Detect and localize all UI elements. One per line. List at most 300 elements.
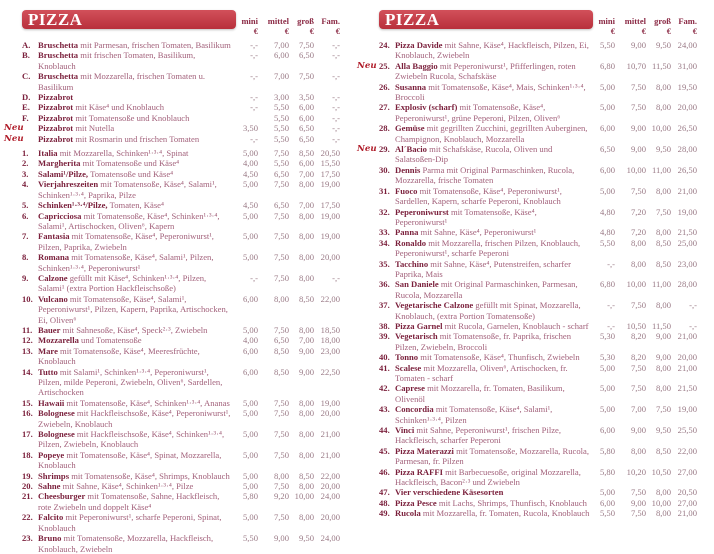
item-text (38, 491, 234, 512)
price-header-label: mittel (624, 16, 646, 26)
item-name: Al´Bacio (395, 144, 427, 155)
price-header-family (671, 17, 697, 36)
price-header-label: groß (297, 16, 314, 26)
item-name: Fuoco (395, 185, 418, 196)
menu-item (357, 498, 714, 508)
item-number: B. (22, 50, 30, 61)
item-description: mit Tomatensoße, Käse⁴, Peperoniwurst¹ (395, 206, 537, 227)
price-header-mittel (615, 17, 646, 36)
price-family: 21,00 (677, 185, 697, 196)
menu-item (0, 408, 357, 429)
item-description: mit Mozzarella, fr. Tomaten, Rucola, Knoblauch (420, 508, 590, 519)
menu-item (357, 227, 714, 237)
menu-item (0, 92, 357, 102)
item-name: Salami¹/Pilze, (38, 168, 89, 179)
price-mittel: 8,00 (273, 470, 289, 481)
price-family: -,- (689, 320, 697, 331)
item-name: Vierjahreszeiten (38, 179, 99, 190)
price-mittel: 6,50 (273, 168, 289, 179)
item-name: Alla Baggio (395, 60, 438, 71)
item-number: 26. (379, 81, 390, 92)
price-gross: 8,00 (655, 185, 671, 196)
menu-column-right (357, 0, 714, 519)
price-mittel: 8,50 (273, 345, 289, 356)
price-family: 19,00 (320, 397, 340, 408)
item-text (395, 227, 591, 237)
item-description: mit Tomatensoße, Mozzarella, Hackfleisch, Knoblauch, Zwiebeln (38, 533, 214, 554)
price-mittel: 7,00 (630, 404, 646, 415)
item-text (38, 471, 234, 481)
item-text (38, 102, 234, 112)
item-description: mit Tomatensoße, Käse⁴, Schinken¹·³·⁴, Salami¹, Artischocken, Oliven⁶, Kapern (38, 210, 220, 231)
item-name: Pizzabrot (38, 123, 74, 134)
section-title-bar (22, 10, 236, 29)
item-number: 16. (22, 408, 33, 419)
price-mini: -,- (250, 71, 258, 82)
price-gross: 9,00 (655, 331, 671, 342)
item-description: mit Rucola, Garnelen, Knoblauch - scharf (442, 320, 589, 331)
price-mini: 5,00 (242, 324, 258, 335)
menu-item (0, 294, 357, 325)
price-family: 17,50 (320, 200, 340, 211)
price-mittel: 5,50 (273, 123, 289, 134)
item-number: 42. (379, 383, 390, 394)
item-number: 41. (379, 362, 390, 373)
item-description: mit Mozzarella, frischen Pilzen, Knoblauch, Peperoniwurst¹, scharfe Peperoni (395, 237, 581, 259)
item-description: mit Rosmarin und frischen Tomaten (73, 133, 200, 144)
item-text (38, 294, 234, 325)
menu-item (0, 158, 357, 168)
price-gross: 9,00 (655, 352, 671, 363)
price-mittel: 8,00 (273, 293, 289, 304)
price-family: 20,50 (320, 148, 340, 159)
item-name: Panna (395, 227, 419, 238)
price-mini: 6,00 (242, 293, 258, 304)
price-mini: 5,00 (242, 179, 258, 190)
price-family: 27,00 (677, 466, 697, 477)
item-description: mit Mozzarella, Oliven⁶, Artischocken, fr. Tomaten - scharf (395, 362, 568, 383)
price-mini: 6,00 (599, 164, 615, 175)
price-mittel: 7,50 (630, 383, 646, 394)
price-mittel: 5,50 (273, 112, 289, 123)
price-family: 21,00 (677, 362, 697, 373)
price-family: 19,00 (320, 210, 340, 221)
price-mini: 5,00 (599, 404, 615, 415)
price-mini: 5,00 (242, 470, 258, 481)
menu-item (357, 238, 714, 259)
price-header-label: groß (654, 16, 671, 26)
item-description: mit Tomatensoße, Sahne, Hackfleisch, rote Zwiebeln und doppelt Käse⁴ (38, 491, 220, 512)
price-mittel: 7,50 (273, 429, 289, 440)
menu-item (0, 148, 357, 158)
menu-item (357, 487, 714, 497)
menu-item (0, 450, 357, 471)
price-mini: 5,80 (599, 466, 615, 477)
price-mittel: 8,50 (273, 366, 289, 377)
item-description: mit Sahnesoße, Käse⁴, Speck²·³, Zwiebeln (60, 324, 208, 335)
price-family: 19,00 (320, 231, 340, 242)
price-mittel: 9,00 (273, 533, 289, 544)
item-description: mit Hackfleischsoße, Käse⁴, Schinken¹·³·⁴, Pilzen, Zwiebeln, Knoblauch (38, 429, 225, 450)
price-gross: 9,50 (298, 533, 314, 544)
item-description: mit Tomatensoße, Käse⁴, Spinat, Mozzarella, Knoblauch (38, 449, 222, 471)
price-mini: -,- (250, 102, 258, 113)
item-description: mit Tomatensoße, Käse⁴, Peperoniwurst¹, Sardellen, Kapern, scharfe Peperoni, Knoblauch (395, 185, 562, 207)
item-name: Bauer (38, 324, 61, 335)
item-name: Pizza RAFFI (395, 466, 443, 477)
item-text (38, 50, 234, 71)
item-description: mit Tomatensoße, Käse⁴, Mais, Schinken¹·³·⁴, Broccoli (395, 81, 586, 103)
price-header-label: mini (598, 16, 615, 26)
item-description: mit Tomatensoße, Käse⁴, Shrimps, Knoblauch (69, 470, 230, 481)
price-mini: 5,00 (599, 81, 615, 92)
item-text (38, 408, 234, 429)
item-number: 18. (22, 449, 33, 460)
price-header-currency: € (253, 25, 258, 36)
price-gross: 10,00 (294, 491, 314, 502)
section-header (357, 0, 714, 40)
item-number: 20. (22, 481, 33, 492)
price-mini: -,- (250, 133, 258, 144)
menu-item (357, 186, 714, 207)
price-gross: 8,50 (655, 258, 671, 269)
item-number: 17. (22, 429, 33, 440)
price-mini: 5,50 (599, 508, 615, 519)
price-gross: 7,50 (298, 71, 314, 82)
price-mittel: 7,20 (630, 206, 646, 217)
item-text (38, 429, 234, 450)
price-mittel: 10,50 (626, 320, 646, 331)
price-mittel: 8,00 (630, 258, 646, 269)
item-name: Falcito (38, 512, 64, 523)
menu-item (0, 367, 357, 398)
item-text (395, 321, 591, 331)
price-gross: 8,00 (298, 252, 314, 263)
price-family: 20,00 (320, 252, 340, 263)
menu-item (357, 259, 714, 280)
item-text (38, 169, 234, 179)
price-mini: 4,00 (242, 335, 258, 346)
price-gross: 9,50 (655, 144, 671, 155)
item-description: mit Käse⁴ und Knoblauch (73, 102, 164, 113)
menu-item (0, 123, 357, 133)
item-name: Bruno (38, 533, 62, 544)
item-description: mit Barbecuesoße, original Mozzarella, Hackfleisch, Bacon²·³ und Zwiebeln (395, 466, 581, 488)
menu-item (357, 446, 714, 467)
price-family: -,- (332, 50, 340, 61)
item-name: Pizza Davide (395, 40, 443, 50)
price-mittel: 8,20 (630, 331, 646, 342)
section-title: PIZZA (385, 10, 440, 29)
item-name: Vulcano (38, 293, 68, 304)
item-description: mit Peperoniwurst¹, scharfe Peperoni, Spinat, Knoblauch (38, 512, 222, 533)
menu-item (0, 512, 357, 533)
price-family: 21,50 (677, 227, 697, 238)
item-text (395, 363, 591, 384)
item-name: Margherita (38, 158, 81, 169)
price-gross: 8,00 (655, 487, 671, 498)
price-header-currency: € (610, 25, 615, 36)
item-name: Bruschetta (38, 71, 79, 82)
price-family: -,- (332, 102, 340, 113)
price-mittel: 7,50 (273, 408, 289, 419)
price-header-currency: € (284, 25, 289, 36)
price-header-gross (646, 17, 671, 36)
price-mittel: 7,50 (630, 102, 646, 113)
item-text (395, 123, 591, 144)
item-text (38, 92, 234, 102)
price-mittel: 9,00 (630, 425, 646, 436)
price-family: -,- (332, 40, 340, 50)
price-gross: 8,00 (655, 102, 671, 113)
item-name: Concordia (395, 404, 434, 415)
item-description: mit Sahne, Käse⁴, Peperoniwurst¹ (418, 227, 537, 238)
item-text (395, 446, 591, 467)
price-mini: 5,00 (599, 383, 615, 394)
item-text (395, 259, 591, 280)
price-gross: 8,00 (298, 429, 314, 440)
item-name: Mare (38, 345, 58, 356)
item-number: A. (22, 40, 31, 50)
item-text (38, 512, 234, 533)
price-header-label: mittel (267, 16, 289, 26)
item-description: mit Tomatensoße, Käse⁴, Meeresfrüchte, Knoblauch (38, 345, 200, 367)
price-gross: 11,50 (651, 60, 671, 71)
item-number: 46. (379, 466, 390, 477)
price-family: 24,00 (677, 40, 697, 50)
price-mini: 4,80 (599, 227, 615, 238)
item-name: Pizzabrot (38, 112, 74, 123)
item-text (395, 425, 591, 446)
price-family: 27,00 (677, 497, 697, 508)
price-header-mini (236, 17, 258, 36)
price-mittel: 7,00 (273, 71, 289, 82)
price-mittel: 3,00 (273, 92, 289, 103)
item-text (38, 200, 234, 210)
menu-item (0, 252, 357, 273)
price-mittel: 10,70 (626, 60, 646, 71)
item-description: mit Tomatensoße, Käse⁴, Salami¹, Schinken¹·³·⁴, Paprika, Pilze (38, 179, 217, 200)
price-mittel: 7,50 (273, 210, 289, 221)
price-mittel: 7,50 (273, 512, 289, 523)
item-name: Pizzabrot (38, 133, 74, 144)
price-gross: 8,00 (655, 508, 671, 519)
item-number: 1. (22, 148, 29, 159)
item-name: Hawaii (38, 397, 65, 408)
menu-item (357, 82, 714, 103)
item-name: Fantasia (38, 231, 70, 242)
price-family: -,- (332, 92, 340, 103)
price-mittel: 7,20 (630, 227, 646, 238)
item-description: mit Tomatensoße, Käse⁴, Peperoniwurst¹, grüne Peperoni, Pilzen, Oliven⁶ (395, 102, 561, 123)
price-gross: 10,00 (651, 123, 671, 134)
price-mini: 5,80 (599, 445, 615, 456)
price-gross: 10,00 (651, 497, 671, 508)
price-family: 24,00 (320, 491, 340, 502)
menu-item (0, 533, 357, 554)
menu-item (0, 179, 357, 200)
item-description: mit Sahne, Käse⁴, Hackfleisch, Pilzen, Ei, Knoblauch, Zwiebeln (395, 40, 589, 61)
price-gross: 7,50 (298, 40, 314, 50)
item-text (38, 40, 234, 50)
price-gross: 8,00 (655, 227, 671, 238)
price-mini: 5,50 (599, 40, 615, 50)
price-gross: 6,50 (298, 50, 314, 61)
price-family: 20,00 (320, 408, 340, 419)
section-title: PIZZA (28, 10, 83, 29)
price-family: 21,50 (677, 383, 697, 394)
price-mittel: 8,20 (630, 352, 646, 363)
price-gross: 8,00 (298, 408, 314, 419)
item-number: 9. (22, 272, 29, 283)
price-family: 21,00 (677, 331, 697, 342)
item-name: Gemüse (395, 123, 425, 134)
price-mittel: 8,00 (630, 445, 646, 456)
price-mini: 5,00 (599, 487, 615, 498)
price-mini: -,- (607, 300, 615, 311)
item-number: 29. (379, 144, 390, 155)
item-name: Bolognese (38, 408, 75, 419)
item-name: Peperoniwurst (395, 206, 449, 217)
item-description: mit Schafskäse, Rucola, Oliven und Salatsoßen-Dip (395, 144, 553, 165)
menu-item (0, 169, 357, 179)
price-family: 22,00 (677, 445, 697, 456)
price-family: 19,00 (677, 206, 697, 217)
price-mini: -,- (250, 92, 258, 103)
item-name: Bolognese (38, 429, 75, 440)
item-text (395, 487, 591, 497)
item-text (38, 367, 234, 398)
price-mittel: 10,00 (626, 279, 646, 290)
item-number: 13. (22, 345, 33, 356)
item-number: 2. (22, 158, 29, 169)
item-text (38, 533, 234, 554)
menu-item (357, 321, 714, 331)
item-number: 36. (379, 279, 390, 290)
price-family: 19,00 (320, 179, 340, 190)
new-badge: Neu (4, 133, 24, 144)
item-name: Mozzarella (38, 335, 79, 346)
item-description: mit Sahne, Peperoniwurst¹, frischen Pilze, Hackfleisch, scharfer Peperoni (395, 425, 561, 446)
item-name: Pizza Materazzi (395, 445, 454, 456)
price-gross: 8,00 (298, 512, 314, 523)
item-number: 33. (379, 227, 390, 238)
price-family: 22,50 (320, 366, 340, 377)
item-text (38, 252, 234, 273)
price-family: -,- (332, 272, 340, 283)
item-number: 12. (22, 335, 33, 346)
price-header-mini (593, 17, 615, 36)
price-header-currency: € (309, 25, 314, 36)
item-description: mit Sahne, Käse⁴, Schinken¹·³·⁴, Pilze (60, 481, 194, 492)
menu-item (357, 404, 714, 425)
item-description: mit Tomatensoße, Mozzarella, Rucola, Parmesan, fr. Pilzen (395, 445, 589, 467)
item-description: mit Original Parmaschinken, Parmesan, Rucola, Mozzarella (395, 279, 578, 300)
price-gross: 7,50 (655, 404, 671, 415)
item-name: Shrimps (38, 470, 70, 481)
menu-item (0, 398, 357, 408)
price-gross: 8,00 (298, 231, 314, 242)
item-text (395, 40, 591, 61)
price-header-label: Fam. (321, 16, 340, 26)
price-gross: 7,00 (298, 335, 314, 346)
item-description: mit Peperoniwurst¹, Pfifferlingen, roten Zwiebeln Rucola, Schafskäse (395, 60, 576, 82)
price-mini: 5,00 (242, 449, 258, 460)
price-mini: 3,50 (242, 123, 258, 134)
menu-item (357, 279, 714, 300)
item-number: 47. (379, 487, 390, 498)
price-mini: -,- (250, 50, 258, 61)
price-mittel: 9,20 (273, 491, 289, 502)
menu-item (0, 200, 357, 210)
menu-item (357, 300, 714, 321)
price-gross: 9,50 (655, 425, 671, 436)
price-mittel: 7,50 (630, 487, 646, 498)
price-family: 24,00 (320, 533, 340, 544)
item-name: Dennis (395, 164, 421, 175)
price-mini: 5,50 (599, 237, 615, 248)
price-family: 20,50 (677, 487, 697, 498)
price-mini: -,- (607, 258, 615, 269)
price-mittel: 9,00 (630, 123, 646, 134)
menu-item (0, 273, 357, 294)
item-number: 44. (379, 425, 390, 436)
item-text (395, 331, 591, 352)
item-text (38, 134, 234, 144)
item-number: 22. (22, 512, 33, 523)
price-family: -,- (332, 123, 340, 134)
item-text (38, 148, 234, 158)
item-number: 35. (379, 258, 390, 269)
menu-item (357, 331, 714, 352)
item-number: 30. (379, 164, 390, 175)
price-header-currency: € (335, 25, 340, 36)
price-family: 20,00 (320, 481, 340, 492)
price-family: 25,50 (677, 425, 697, 436)
price-mini: 6,00 (242, 366, 258, 377)
item-description: mit Mozzarella, frischen Tomaten u. Basilikum (38, 71, 206, 92)
price-gross: 6,00 (298, 112, 314, 123)
menu-item (0, 471, 357, 481)
price-mittel: 7,50 (630, 81, 646, 92)
item-name: Tonno (395, 352, 419, 363)
price-family: 18,50 (320, 324, 340, 335)
item-number: 24. (379, 40, 390, 50)
item-description: und Tomatensoße (78, 335, 142, 346)
item-name: Vegetarische Calzone (395, 300, 474, 311)
price-mittel: 9,00 (630, 40, 646, 50)
item-number: C. (22, 71, 31, 82)
price-gross: 11,00 (651, 279, 671, 290)
item-number: 43. (379, 404, 390, 415)
section-header (0, 0, 357, 40)
item-name: Explosiv (scharf) (395, 102, 458, 113)
item-number: 4. (22, 179, 29, 190)
item-description: mit Tomatensoße, Käse⁴, Thunfisch, Zwiebeln (418, 352, 580, 363)
price-mittel: 5,50 (273, 102, 289, 113)
menu-item (0, 113, 357, 123)
menu-item (0, 40, 357, 50)
item-number: 8. (22, 252, 29, 263)
item-text (395, 300, 591, 321)
price-mittel: 7,50 (273, 179, 289, 190)
item-name: Pizza Pesce (395, 497, 437, 508)
price-mittel: 6,50 (273, 200, 289, 211)
item-name: Rucola (395, 508, 421, 519)
price-mini: 6,80 (599, 279, 615, 290)
price-family: 20,00 (320, 512, 340, 523)
menu-item (357, 425, 714, 446)
